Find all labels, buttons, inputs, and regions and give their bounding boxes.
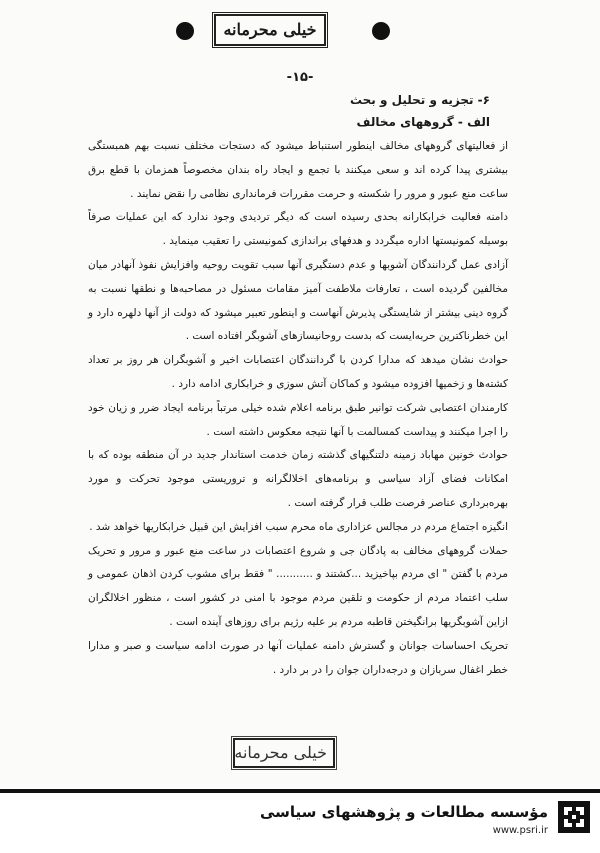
subsection-heading: الف - گروههای مخالف <box>356 115 490 129</box>
punch-hole-right <box>372 22 390 40</box>
institute-url[interactable]: www.psri.ir <box>492 825 548 836</box>
page-number: -۱۵- <box>286 70 314 85</box>
paragraph: انگیزه اجتماع مردم در مجالس عزاداری ماه محرم سبب افزایش این قبیل خرابکاریها خواهد شد . <box>89 520 508 533</box>
footer-divider <box>0 789 600 793</box>
section-heading: ۶- تجزیه و تحلیل و بحث <box>349 93 490 107</box>
paragraph: حوادث خونین مهاباد زمینه دلتنگیهای گذشته زمان خدمت استاندار جدید در آن منطقه بوده که با امکانات فضای آزاد سیاسی و برنامه‌های اخلالگرانه و تروریستی موجود تحرکت و مورد بهره‌برداری عناصر فرصت طلب قرار گرفته است . <box>88 449 508 509</box>
paragraph: از فعالیتهای گروههای مخالف اینطور استنباط میشود که دستجات مختلف نسبت بهم همبستگی بیشتری پیدا کرده اند و سعی میکنند با تجمع و ایجاد راه بندان مخصوصاً همزمان با قطع برق ساعت منع عبور و مرور را شکسته و حرمت مقررات فرمانداری نظامی را نقض نمایند . <box>88 140 508 200</box>
classification-stamp-top: خیلی محرمانه <box>214 14 326 46</box>
institute-name: مؤسسه مطالعات و پژوهشهای سیاسی <box>259 803 548 821</box>
punch-hole-left <box>176 22 194 40</box>
paragraph: حوادث نشان میدهد که مدارا کردن با گردانندگان اعتصابات اخیر و آشوبگران هر روز بر تعداد کشته‌ها و زخمیها افزوده میشود و کماکان آتش سوزی و خرابکاری ادامه دارد . <box>88 354 508 390</box>
paragraph: کارمندان اعتصابی شرکت توانیر طبق برنامه اعلام شده خیلی مرتباً برنامه ایجاد ضرر و زیان خود را اجرا میکنند و پیداست کمسالمت با آنها نتیجه معکوس داشته است . <box>88 401 508 438</box>
paragraph: تحریک احساسات جوانان و گسترش دامنه عملیات آنها در صورت ادامه سیاست و صبر و مدارا خطر اغفال سربازان و درجه‌داران جوان را در بر دارد . <box>88 639 508 676</box>
psri-logo-icon <box>558 801 590 833</box>
paragraph: آزادی عمل گردانندگان آشوبها و عدم دستگیری آنها سبب تقویت روحیه وافزایش نفوذ آنهادر میان مخالفین گردیده است ، تعارفات ملاطفت آمیز مقامات مسئول در مصاحبه‌ها و نطقها نسبت به گروه دینی بیشتر از شایستگی پذیرش آنهاست و اینطور تعبیر میشود که دولت از آنها دلهره دارد و این خطرناکترین حربه‌ایست که بدست روحانیسازهای آشوبگر افتاده است . <box>88 258 508 343</box>
paragraph: دامنه فعالیت خرابکارانه بحدی رسیده است که دیگر تردیدی وجود ندارد که این عملیات صرفاً بوسیله کمونیستها اداره میگردد و هدفهای براندازی کمونیستی را تعقیب مینماید . <box>88 211 508 248</box>
paragraph: حملات گروههای مخالف به پادگان جی و شروع اعتصابات در ساعت منع عبور و مرور و تحریک مردم با گفتن " ای مردم بپاخیزید ...کشتند و ........... " فقط برای مشوب کردن اذهان عمومی و سلب اعتماد مردم از حکومت و تلقین مردم موجود با امنی در کشور است ، منظور اخلالگران ازاین آشوبگریها برانگیختن قاطبه مردم بر علیه رژیم برای روزهای آینده است . <box>88 544 508 628</box>
classification-stamp-bottom: خیلی محرمانه <box>233 738 335 768</box>
report-body <box>88 135 508 682</box>
